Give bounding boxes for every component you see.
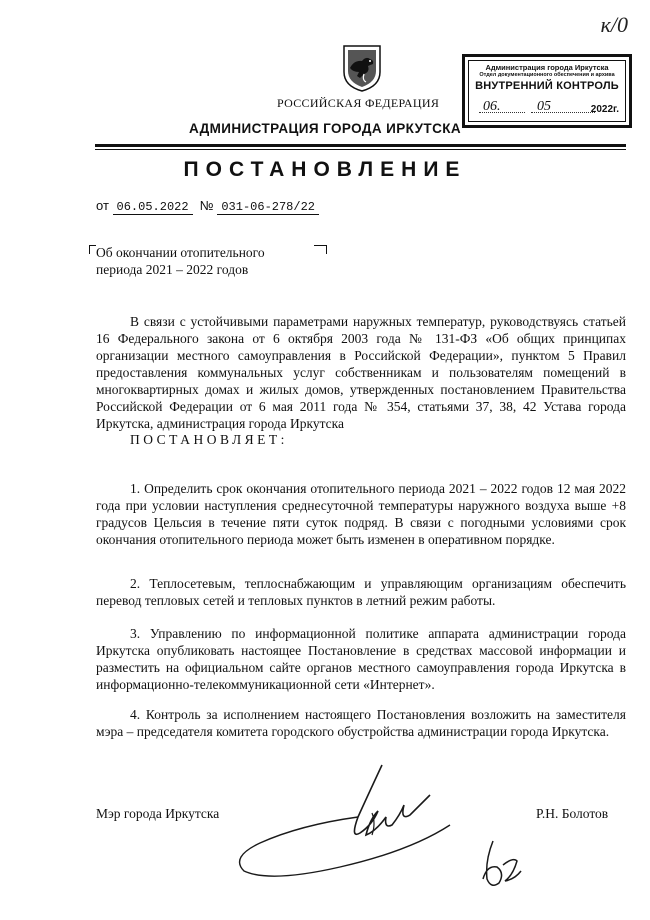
signer-name: Р.Н. Болотов (536, 806, 609, 821)
item-3-paragraph: 3. Управлению по информационной политике аппарата администрации города Иркутска опубликовать настоящее Постановление в средствах массовой информации и разместить на официальном сайте органов местного самоуправления города Иркутска в информационно-телекоммуникационной сети «Интернет». (96, 626, 626, 692)
stamp-year: 2022г. (590, 104, 619, 115)
item-1-paragraph: 1. Определить срок окончания отопительного периода 2021 – 2022 годов 12 мая 2022 года при условии наступления среднесуточной температуры наружного воздуха выше +8 градусов Цельсия в течение пяти суток подряд. В связи с погодными условиями срок окончания отопительного периода может быть изменен в оперативном порядке. (96, 481, 626, 547)
header-rule-thick (95, 144, 626, 147)
number-label: № (199, 198, 214, 213)
subject-bracket-left (89, 245, 96, 254)
preamble-paragraph: В связи с устойчивыми параметрами наружных температур, руководствуясь статьей 16 Федерального закона от 6 октября 2003 года № 131-ФЗ «Об общих принципах организации местного самоуправления в Российской Федерации», пунктом 5 Правил предоставления коммунальных услуг собственникам и пользователям помещений в многоквартирных домах и жилых домов, утвержденных постановлением Правительства Российской Федерации от 6 мая 2011 года № 354, статьями 37, 38, 42 Устава города Иркутска, администрация города Иркутска (96, 314, 626, 431)
item-2-paragraph: 2. Теплосетевым, теплоснабжающим и управляющим организациям обеспечить перевод тепловых сетей и тепловых пунктов в летний режим работы. (96, 576, 626, 608)
stamp-month: 05 (537, 99, 551, 114)
subject-line-1: Об окончании отопительного (96, 245, 265, 260)
internal-control-stamp (462, 54, 632, 128)
irkutsk-coat-of-arms-icon (340, 42, 384, 92)
document-number: 031-06-278/22 (217, 200, 319, 215)
decree-word: ПОСТАНОВЛЯЕТ: (130, 432, 288, 447)
administration-name: АДМИНИСТРАЦИЯ ГОРОДА ИРКУТСКА (188, 121, 462, 136)
signer-position: Мэр города Иркутска (96, 806, 220, 821)
stamp-department: Отдел документационного обеспечения и архива (479, 72, 615, 78)
document-subject (96, 244, 356, 278)
document-title: ПОСТАНОВЛЕНИЕ (183, 158, 467, 181)
subject-line-2: периода 2021 – 2022 годов (96, 262, 249, 277)
item-4-paragraph: 4. Контроль за исполнением настоящего Постановления возложить на заместителя мэра – председателя комитета городского обустройства администрации города Иркутска. (96, 707, 626, 739)
stamp-title: ВНУТРЕННИЙ КОНТРОЛЬ (475, 80, 619, 92)
stamp-organization: Администрация города Иркутска (485, 63, 609, 72)
handwritten-corner-note: к/0 (600, 12, 628, 37)
stamp-day: 06. (483, 99, 501, 114)
handwritten-signature (200, 755, 500, 885)
date-label: от (96, 198, 109, 213)
country-label: РОССИЙСКАЯ ФЕДЕРАЦИЯ (277, 96, 440, 110)
document-number-row (96, 198, 319, 214)
document-date: 06.05.2022 (113, 200, 193, 215)
header-rule-thin (95, 149, 626, 150)
stamp-date (475, 99, 619, 117)
handwritten-initials (465, 835, 525, 895)
